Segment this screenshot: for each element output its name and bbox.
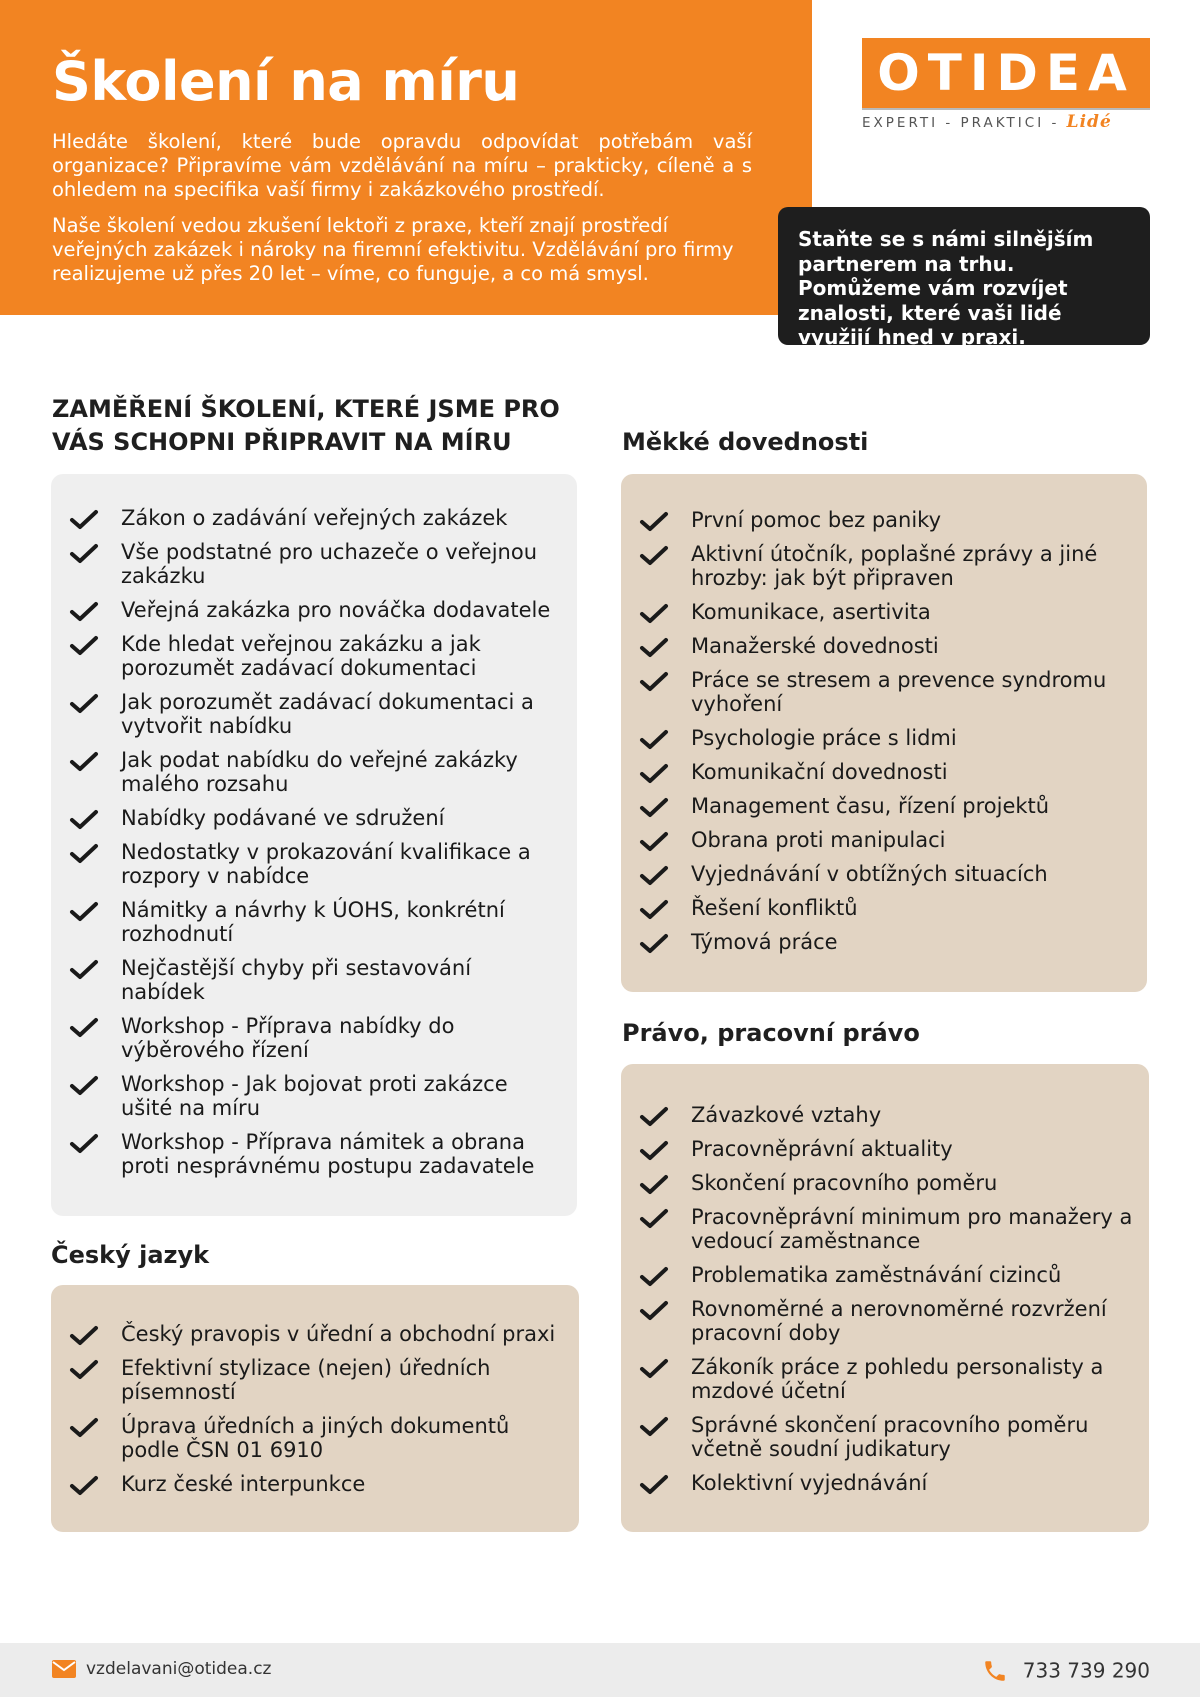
- page-title: Školení na míru: [52, 50, 520, 113]
- main-topic-item-label: Zákon o zadávání veřejných zakázek: [121, 506, 508, 530]
- checkmark-icon: [69, 1075, 99, 1097]
- checkmark-icon: [69, 1417, 99, 1439]
- law-course-item-label: Pracovněprávní aktuality: [691, 1137, 953, 1161]
- czech-course-item: [51, 1322, 567, 1346]
- soft-skill-item-label: Komunikace, asertivita: [691, 600, 931, 624]
- main-section-heading-line1: ZAMĚŘENÍ ŠKOLENÍ, KTERÉ JSME PRO: [52, 395, 560, 423]
- main-topic-item: [51, 506, 561, 530]
- law-course-item: [621, 1171, 1137, 1195]
- soft-skill-item: [621, 896, 1137, 920]
- law-course-item-label: Kolektivní vyjednávání: [691, 1471, 928, 1495]
- main-topic-item: [51, 840, 561, 888]
- checkmark-icon: [69, 601, 99, 623]
- soft-skill-item-label: Aktivní útočník, poplašné zprávy a jiné hrozby: jak být připraven: [691, 542, 1098, 590]
- main-topic-item-label: Jak podat nabídku do veřejné zakázky malého rozsahu: [121, 748, 518, 796]
- soft-skills-list: [621, 508, 1137, 964]
- checkmark-icon: [639, 1300, 669, 1322]
- main-topic-item-label: Nabídky podávané ve sdružení: [121, 806, 445, 830]
- main-topic-item: [51, 898, 561, 946]
- law-course-item-label: Správné skončení pracovního poměru včetně soudní judikatury: [691, 1413, 1089, 1461]
- checkmark-icon: [639, 1208, 669, 1230]
- main-topic-item: [51, 598, 561, 622]
- law-course-item: [621, 1103, 1137, 1127]
- main-topic-item: [51, 956, 561, 1004]
- law-course-item: [621, 1263, 1137, 1287]
- checkmark-icon: [639, 671, 669, 693]
- law-course-item: [621, 1355, 1137, 1403]
- law-course-item-label: Problematika zaměstnávání cizinců: [691, 1263, 1062, 1287]
- law-course-item-label: Skončení pracovního poměru: [691, 1171, 998, 1195]
- soft-skill-item-label: Komunikační dovednosti: [691, 760, 948, 784]
- main-topic-item-label: Jak porozumět zadávací dokumentaci a vytvořit nabídku: [121, 690, 534, 738]
- checkmark-icon: [69, 1017, 99, 1039]
- soft-skill-item: [621, 862, 1137, 886]
- soft-skills-heading: Měkké dovednosti: [622, 428, 869, 456]
- checkmark-icon: [69, 1133, 99, 1155]
- footer-phone[interactable]: [982, 1657, 1150, 1684]
- soft-skill-item-label: Psychologie práce s lidmi: [691, 726, 957, 750]
- main-topic-item-label: Nejčastější chyby při sestavování nabídek: [121, 956, 472, 1004]
- soft-skill-item-label: Týmová práce: [691, 930, 838, 954]
- law-course-item: [621, 1137, 1137, 1161]
- checkmark-icon: [639, 1416, 669, 1438]
- main-topic-item-label: Námitky a návrhy k ÚOHS, konkrétní rozhodnutí: [121, 898, 505, 946]
- logo-tagline: [862, 112, 1150, 132]
- soft-skill-item: [621, 508, 1137, 532]
- main-topic-item-label: Workshop - Příprava nabídky do výběrového řízení: [121, 1014, 455, 1062]
- checkmark-icon: [639, 545, 669, 567]
- law-course-item: [621, 1413, 1137, 1461]
- checkmark-icon: [639, 637, 669, 659]
- checkmark-icon: [69, 1325, 99, 1347]
- logo-tagline-accent: Lidé: [1066, 112, 1112, 132]
- checkmark-icon: [639, 899, 669, 921]
- law-course-item-label: Zákoník práce z pohledu personalisty a mzdové účetní: [691, 1355, 1104, 1403]
- main-topic-item: [51, 806, 561, 830]
- checkmark-icon: [69, 635, 99, 657]
- checkmark-icon: [69, 901, 99, 923]
- soft-skill-item: [621, 542, 1137, 590]
- main-topic-item-label: Nedostatky v prokazování kvalifikace a rozpory v nabídce: [121, 840, 531, 888]
- soft-skill-item: [621, 668, 1137, 716]
- czech-course-item: [51, 1356, 567, 1404]
- checkmark-icon: [639, 797, 669, 819]
- checkmark-icon: [639, 1266, 669, 1288]
- law-heading: Právo, pracovní právo: [622, 1019, 920, 1047]
- czech-course-item-label: Český pravopis v úřední a obchodní praxi: [121, 1322, 556, 1346]
- checkmark-icon: [639, 1140, 669, 1162]
- checkmark-icon: [69, 1475, 99, 1497]
- phone-icon: [982, 1658, 1008, 1684]
- logo-tagline-text: EXPERTI - PRAKTICI -: [862, 115, 1060, 131]
- soft-skill-item-label: Management času, řízení projektů: [691, 794, 1050, 818]
- checkmark-icon: [69, 693, 99, 715]
- law-course-item: [621, 1205, 1137, 1253]
- checkmark-icon: [69, 959, 99, 981]
- checkmark-icon: [639, 1174, 669, 1196]
- czech-course-item-label: Efektivní stylizace (nejen) úředních písemností: [121, 1356, 491, 1404]
- checkmark-icon: [639, 1106, 669, 1128]
- main-topic-item: [51, 748, 561, 796]
- soft-skill-item-label: Práce se stresem a prevence syndromu vyhoření: [691, 668, 1107, 716]
- checkmark-icon: [639, 729, 669, 751]
- main-topic-item: [51, 632, 561, 680]
- checkmark-icon: [69, 1359, 99, 1381]
- main-topic-item: [51, 690, 561, 738]
- checkmark-icon: [639, 763, 669, 785]
- czech-language-list: [51, 1322, 567, 1506]
- main-topic-item: [51, 1130, 561, 1178]
- soft-skill-item: [621, 634, 1137, 658]
- main-topic-item-label: Workshop - Jak bojovat proti zakázce ušité na míru: [121, 1072, 508, 1120]
- main-topic-item-label: Workshop - Příprava námitek a obrana proti nesprávnému postupu zadavatele: [121, 1130, 535, 1178]
- main-topic-item-label: Kde hledat veřejnou zakázku a jak porozumět zadávací dokumentaci: [121, 632, 481, 680]
- callout-box: Staňte se s námi silnějším partnerem na trhu. Pomůžeme vám rozvíjet znalosti, které vaši lidé využijí hned v praxi.: [778, 207, 1150, 345]
- checkmark-icon: [639, 865, 669, 887]
- checkmark-icon: [639, 1474, 669, 1496]
- soft-skill-item: [621, 794, 1137, 818]
- envelope-icon: [52, 1660, 76, 1678]
- checkmark-icon: [639, 603, 669, 625]
- hero-banner: [0, 0, 812, 315]
- checkmark-icon: [69, 809, 99, 831]
- main-topic-item: [51, 1072, 561, 1120]
- main-topic-item: [51, 540, 561, 588]
- czech-language-heading: Český jazyk: [51, 1241, 210, 1269]
- soft-skill-item-label: Manažerské dovednosti: [691, 634, 939, 658]
- otidea-logo: [862, 38, 1150, 138]
- footer-phone-text[interactable]: 733 739 290: [1022, 1658, 1150, 1683]
- intro-paragraph-1: Hledáte školení, které bude opravdu odpovídat potřebám vaší organizace? Připravíme vám vzdělávání na míru – prakticky, cíleně a s ohledem na specifika vaší firmy i zakázkového prostředí.: [52, 130, 752, 201]
- main-section-heading: [52, 393, 560, 459]
- law-course-item: [621, 1297, 1137, 1345]
- logo-wordmark: OTIDEA: [877, 44, 1135, 102]
- main-topic-item-label: Vše podstatné pro uchazeče o veřejnou zakázku: [121, 540, 538, 588]
- czech-course-item-label: Úprava úředních a jiných dokumentů podle ČSN 01 6910: [121, 1414, 510, 1462]
- czech-course-item: [51, 1414, 567, 1462]
- checkmark-icon: [69, 509, 99, 531]
- footer: [0, 1643, 1200, 1697]
- checkmark-icon: [639, 933, 669, 955]
- law-course-item-label: Závazkové vztahy: [691, 1103, 882, 1127]
- soft-skill-item-label: Obrana proti manipulaci: [691, 828, 946, 852]
- soft-skill-item: [621, 760, 1137, 784]
- checkmark-icon: [69, 751, 99, 773]
- law-course-item-label: Pracovněprávní minimum pro manažery a vedoucí zaměstnance: [691, 1205, 1133, 1253]
- footer-email-text[interactable]: vzdelavani@otidea.cz: [86, 1659, 272, 1679]
- checkmark-icon: [639, 1358, 669, 1380]
- intro-paragraph-2: Naše školení vedou zkušení lektoři z praxe, kteří znají prostředí veřejných zakázek i nároky na firemní efektivitu. Vzdělávání pro firmy realizujeme už přes 20 let – víme, co funguje, a co má smysl.: [52, 214, 734, 285]
- main-topic-item-label: Veřejná zakázka pro nováčka dodavatele: [121, 598, 551, 622]
- checkmark-icon: [639, 511, 669, 533]
- soft-skill-item-label: Vyjednávání v obtížných situacích: [691, 862, 1048, 886]
- main-topics-list: [51, 506, 561, 1188]
- law-list: [621, 1103, 1137, 1505]
- law-course-item-label: Rovnoměrné a nerovnoměrné rozvržení pracovní doby: [691, 1297, 1107, 1345]
- soft-skill-item: [621, 828, 1137, 852]
- law-course-item: [621, 1471, 1137, 1495]
- czech-course-item: [51, 1472, 567, 1496]
- checkmark-icon: [69, 543, 99, 565]
- soft-skill-item: [621, 930, 1137, 954]
- soft-skill-item: [621, 726, 1137, 750]
- soft-skill-item-label: První pomoc bez paniky: [691, 508, 942, 532]
- soft-skill-item-label: Řešení konfliktů: [691, 896, 858, 920]
- main-section-heading-line2: VÁS SCHOPNI PŘIPRAVIT NA MÍRU: [52, 428, 512, 456]
- main-topic-item: [51, 1014, 561, 1062]
- soft-skill-item: [621, 600, 1137, 624]
- czech-course-item-label: Kurz české interpunkce: [121, 1472, 366, 1496]
- checkmark-icon: [69, 843, 99, 865]
- checkmark-icon: [639, 831, 669, 853]
